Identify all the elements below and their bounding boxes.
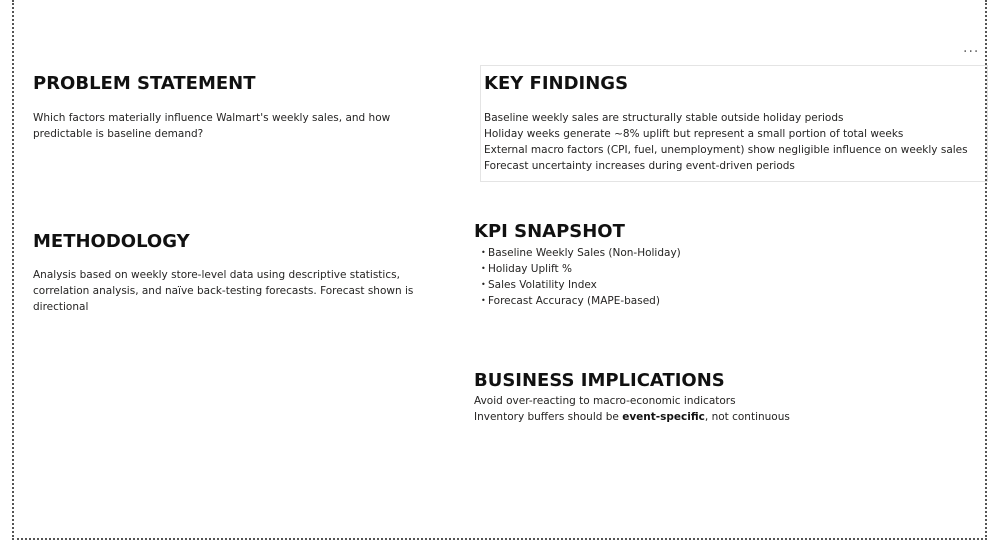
kpi-item: • Holiday Uplift % [481,261,681,277]
key-finding-item: Forecast uncertainty increases during event-driven periods [484,160,795,172]
implication-suffix: , not continuous [704,411,790,423]
implication-line [474,409,790,425]
business-implications-title: BUSINESS IMPLICATIONS [474,370,725,391]
business-implications-text [474,393,790,425]
problem-statement-title: PROBLEM STATEMENT [33,73,256,94]
problem-statement-text: Which factors materially influence Walmart's weekly sales, and how predictable is baseline demand? [33,112,391,140]
key-finding-item: Holiday weeks generate ~8% uplift but represent a small portion of total weeks [484,128,904,140]
key-findings-list [484,110,968,174]
implication-line: Avoid over-reacting to macro-economic indicators [474,395,736,407]
kpi-snapshot-list [481,245,681,309]
kpi-item: • Baseline Weekly Sales (Non-Holiday) [481,245,681,261]
methodology-title: METHODOLOGY [33,231,190,252]
key-findings-title: KEY FINDINGS [484,73,629,94]
kpi-item: • Forecast Accuracy (MAPE-based) [481,293,681,309]
methodology-text: Analysis based on weekly store-level data using descriptive statistics, correlation analysis, and naïve back-testing forecasts. Forecast shown is directional [33,269,414,313]
key-finding-item: Baseline weekly sales are structurally stable outside holiday periods [484,112,844,124]
kpi-item: • Sales Volatility Index [481,277,681,293]
kpi-snapshot-title: KPI SNAPSHOT [474,221,625,242]
implication-emphasis: event-specific [622,411,705,423]
more-options-icon[interactable]: ... [963,40,980,56]
key-finding-item: External macro factors (CPI, fuel, unemployment) show negligible influence on weekly sales [484,144,968,156]
implication-prefix: Inventory buffers should be [474,411,623,423]
